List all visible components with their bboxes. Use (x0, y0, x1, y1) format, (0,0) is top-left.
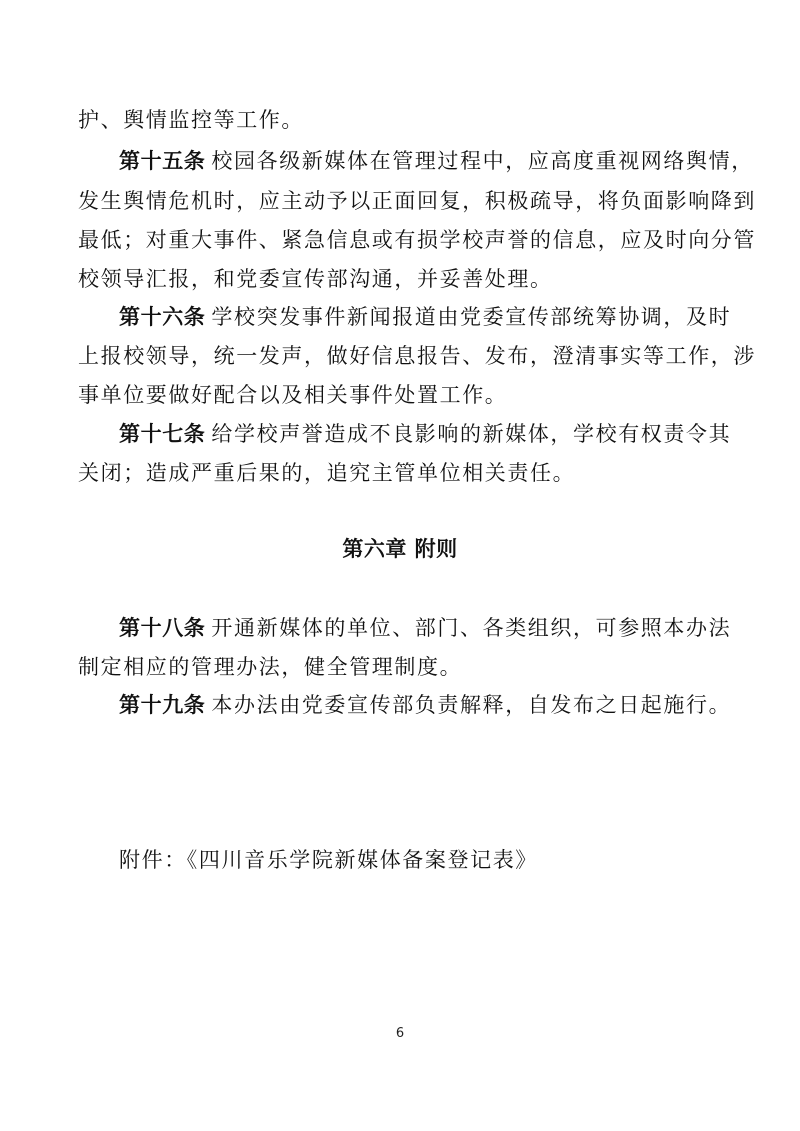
article-18-label: 第十八条 (119, 616, 206, 640)
article-18-text-1: 开通新媒体的单位、部门、各类组织，可参照本办法 (211, 616, 732, 640)
article-16-line-2: 上报校领导，统一发声，做好信息报告、发布，澄清事实等工作，涉 (78, 344, 756, 368)
article-17-line-2: 关闭；造成严重后果的，追究主管单位相关责任。 (78, 461, 576, 485)
article-16-label: 第十六条 (119, 305, 206, 329)
article-15-line-4: 校领导汇报，和党委宣传部沟通，并妥善处理。 (78, 267, 553, 291)
article-17-text-1: 给学校声誉造成不良影响的新媒体，学校有权责令其 (211, 422, 732, 446)
article-15-text-1: 校园各级新媒体在管理过程中，应高度重视网络舆情， (211, 149, 754, 173)
article-17-label: 第十七条 (119, 422, 206, 446)
article-15-label: 第十五条 (119, 149, 206, 173)
article-16-line-3: 事单位要做好配合以及相关事件处置工作。 (78, 383, 508, 407)
continuation-line: 护、舆情监控等工作。 (78, 108, 304, 132)
article-15-line-3: 最低；对重大事件、紧急信息或有损学校声誉的信息，应及时向分管 (78, 228, 756, 252)
article-15-line-1 (119, 146, 769, 176)
article-18-line-2: 制定相应的管理办法，健全管理制度。 (78, 655, 463, 679)
article-19-line-1 (119, 690, 769, 720)
article-18-line-1 (119, 613, 769, 643)
article-19-label: 第十九条 (119, 693, 206, 717)
article-16-line-1 (119, 302, 769, 332)
chapter-title: 第六章 附则 (342, 537, 458, 561)
attachment-line: 附件：《四川音乐学院新媒体备案登记表》 (119, 848, 538, 872)
article-17-line-1 (119, 419, 769, 449)
article-16-text-1: 学校突发事件新闻报道由党委宣传部统筹协调，及时 (211, 305, 732, 329)
article-15-line-2: 发生舆情危机时，应主动予以正面回复，积极疏导，将负面影响降到 (78, 189, 756, 213)
page-number: 6 (395, 1026, 405, 1041)
article-19-text-1: 本办法由党委宣传部负责解释，自发布之日起施行。 (211, 693, 732, 717)
